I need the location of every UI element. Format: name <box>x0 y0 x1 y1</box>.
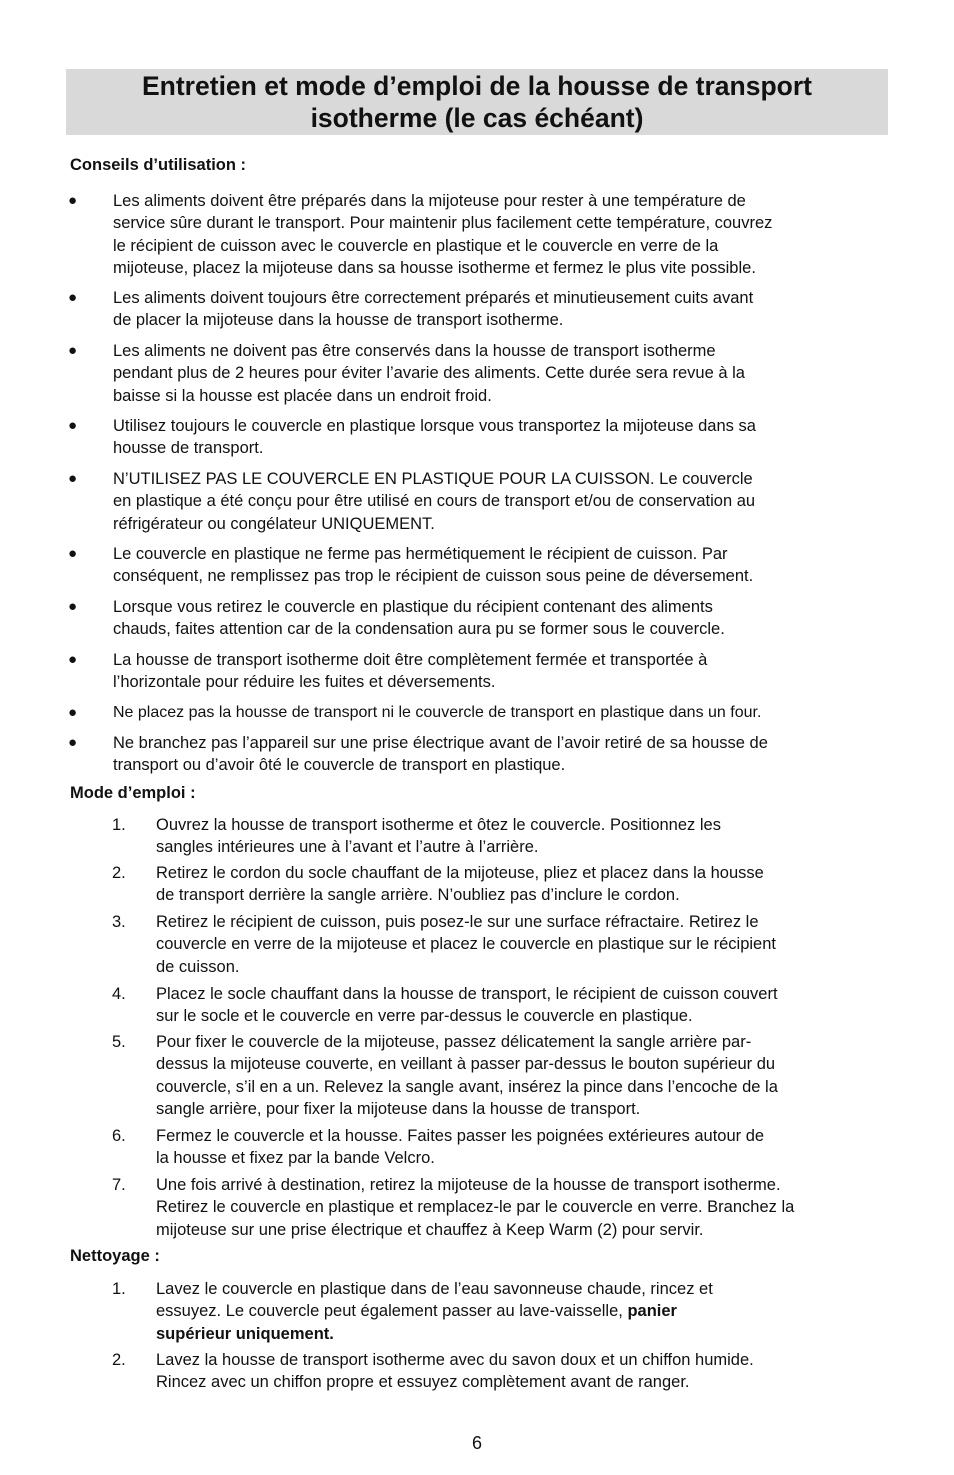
list-item-text <box>113 596 888 641</box>
step-text <box>156 983 888 1028</box>
text-line: housse de transport. <box>113 439 264 458</box>
text-line: sur le socle et le couvercle en verre par-dessus le couvercle en plastique. <box>156 1007 693 1026</box>
step-text <box>156 1125 888 1170</box>
step-text <box>156 1174 888 1241</box>
text-line: mijoteuse sur une prise électrique et chauffez à Keep Warm (2) pour servir. <box>156 1220 704 1239</box>
text-line: Utilisez toujours le couvercle en plastique lorsque vous transportez la mijoteuse dans sa <box>113 417 756 435</box>
text-line: service sûre durant le transport. Pour maintenir plus facilement cette température, couvrez <box>113 214 773 233</box>
text-fragment: essuyez. Le couvercle peut également passer au lave-vaisselle, <box>156 1302 628 1321</box>
step-number: 4. <box>112 985 126 1003</box>
text-line: Ne branchez pas l’appareil sur une prise électrique avant de l’avoir retiré de sa housse de <box>113 734 768 752</box>
conseils-heading: Conseils d’utilisation : <box>70 156 247 174</box>
text-line: Les aliments doivent être préparés dans la mijoteuse pour rester à une température de <box>113 192 746 210</box>
list-item-text <box>113 543 888 588</box>
text-line: Lavez la housse de transport isotherme avec du savon doux et un chiffon humide. <box>156 1351 754 1369</box>
bullet-icon: ● <box>68 470 78 487</box>
text-line: Fermez le couvercle et la housse. Faites passer les poignées extérieures autour de <box>156 1127 765 1145</box>
step-number: 1. <box>112 1280 126 1298</box>
text-line: Rincez avec un chiffon propre et essuyez complètement avant de ranger. <box>156 1373 690 1392</box>
step-number: 1. <box>112 816 126 834</box>
bullet-icon: ● <box>68 598 78 615</box>
bullet-icon: ● <box>68 417 78 434</box>
list-item-text <box>113 340 888 407</box>
text-line: Placez le socle chauffant dans la housse de transport, le récipient de cuisson couvert <box>156 985 778 1003</box>
text-line: couvercle en verre de la mijoteuse et placez le couvercle en plastique sur le récipient <box>156 935 776 954</box>
text-line: Retirez le cordon du socle chauffant de la mijoteuse, pliez et placez dans la housse <box>156 864 764 882</box>
bullet-icon: ● <box>68 192 78 209</box>
bullet-icon: ● <box>68 734 78 751</box>
list-item-text <box>113 415 888 460</box>
text-line: pendant plus de 2 heures pour éviter l’avarie des aliments. Cette durée sera revue à la <box>113 364 745 383</box>
bullet-icon: ● <box>68 289 78 306</box>
text-line: Ouvrez la housse de transport isotherme et ôtez le couvercle. Positionnez les <box>156 816 721 834</box>
bold-text-fragment: panier <box>627 1302 677 1321</box>
text-line: conséquent, ne remplissez pas trop le récipient de cuisson sous peine de déversement. <box>113 567 754 586</box>
step-number: 5. <box>112 1033 126 1051</box>
text-line: chauds, faites attention car de la condensation aura pu se former sous le couvercle. <box>113 620 725 639</box>
text-line: baisse si la housse est placée dans un endroit froid. <box>113 386 492 405</box>
page-number: 6 <box>471 1433 482 1453</box>
text-line: Lorsque vous retirez le couvercle en plastique du récipient contenant des aliments <box>113 598 713 616</box>
section-title-box <box>66 69 888 135</box>
text-line: dessus la mijoteuse couverte, en veillant à passer par-dessus le bouton supérieur du <box>156 1055 776 1074</box>
text-line: sangles intérieures une à l’avant et l’autre à l’arrière. <box>156 838 539 857</box>
bold-text-line: supérieur uniquement. <box>156 1324 334 1343</box>
step-text <box>156 1031 888 1120</box>
page-title-line-2: isotherme (le cas échéant) <box>310 103 644 133</box>
step-text <box>156 911 888 978</box>
step-number: 2. <box>112 1351 126 1369</box>
bullet-icon: ● <box>68 651 78 668</box>
list-item-text <box>113 702 888 724</box>
text-line: sangle arrière, pour fixer la mijoteuse dans la housse de transport. <box>156 1099 641 1118</box>
bullet-icon: ● <box>68 704 78 721</box>
bullet-icon: ● <box>68 342 78 359</box>
text-line: mijoteuse, placez la mijoteuse dans sa housse isotherme et fermez le plus vite possible. <box>113 258 756 277</box>
mode-emploi-heading: Mode d’emploi : <box>70 784 196 802</box>
nettoyage-heading: Nettoyage : <box>70 1247 160 1265</box>
text-line: réfrigérateur ou congélateur UNIQUEMENT. <box>113 514 435 533</box>
list-item-text <box>113 287 888 332</box>
text-line: Retirez le récipient de cuisson, puis posez-le sur une surface réfractaire. Retirez le <box>156 913 759 931</box>
text-line: Pour fixer le couvercle de la mijoteuse, passez délicatement la sangle arrière par- <box>156 1033 752 1051</box>
page-title-line-1: Entretien et mode d’emploi de la housse de transport <box>142 71 812 101</box>
text-line: couvercle, s’il en a un. Relevez la sangle avant, insérez la pince dans l’encoche de la <box>156 1077 778 1096</box>
text-line: Une fois arrivé à destination, retirez la mijoteuse de la housse de transport isotherme. <box>156 1176 781 1194</box>
text-line: l’horizontale pour réduire les fuites et déversements. <box>113 673 496 692</box>
text-line: transport ou d’avoir ôté le couvercle de transport en plastique. <box>113 756 566 775</box>
list-item-text <box>113 732 888 777</box>
text-line: Les aliments doivent toujours être correctement préparés et minutieusement cuits avant <box>113 289 754 307</box>
list-item-text <box>113 190 888 279</box>
list-item-text <box>113 468 888 535</box>
step-number: 2. <box>112 864 126 882</box>
text-line: Retirez le couvercle en plastique et remplacez-le par le couvercle en verre. Branchez la <box>156 1198 795 1217</box>
text-line: de transport derrière la sangle arrière. N’oubliez pas d’inclure le cordon. <box>156 886 680 905</box>
list-item-text <box>113 649 888 694</box>
bullet-icon: ● <box>68 545 78 562</box>
text-line: de cuisson. <box>156 957 240 976</box>
text-line: N’UTILISEZ PAS LE COUVERCLE EN PLASTIQUE POUR LA CUISSON. Le couvercle <box>113 470 753 488</box>
text-line: Le couvercle en plastique ne ferme pas hermétiquement le récipient de cuisson. Par <box>113 545 728 563</box>
text-line: en plastique a été conçu pour être utilisé en cours de transport et/ou de conservation au <box>113 492 756 511</box>
step-text <box>156 1278 888 1345</box>
step-number: 3. <box>112 913 126 931</box>
text-line: le récipient de cuisson avec le couvercle en plastique et le couvercle en verre de la <box>113 236 719 255</box>
step-number: 6. <box>112 1127 126 1145</box>
text-line: Lavez le couvercle en plastique dans de l’eau savonneuse chaude, rincez et <box>156 1280 713 1298</box>
text-line <box>156 1300 888 1322</box>
step-text <box>156 1349 888 1394</box>
step-text <box>156 814 888 859</box>
text-line: la housse et fixez par la bande Velcro. <box>156 1149 435 1168</box>
text-line: de placer la mijoteuse dans la housse de transport isotherme. <box>113 311 564 330</box>
step-number: 7. <box>112 1176 126 1194</box>
text-line: Ne placez pas la housse de transport ni le couvercle de transport en plastique dans un four. <box>113 704 762 721</box>
text-line: La housse de transport isotherme doit être complètement fermée et transportée à <box>113 651 708 669</box>
step-text <box>156 862 888 907</box>
text-line: Les aliments ne doivent pas être conservés dans la housse de transport isotherme <box>113 342 716 360</box>
